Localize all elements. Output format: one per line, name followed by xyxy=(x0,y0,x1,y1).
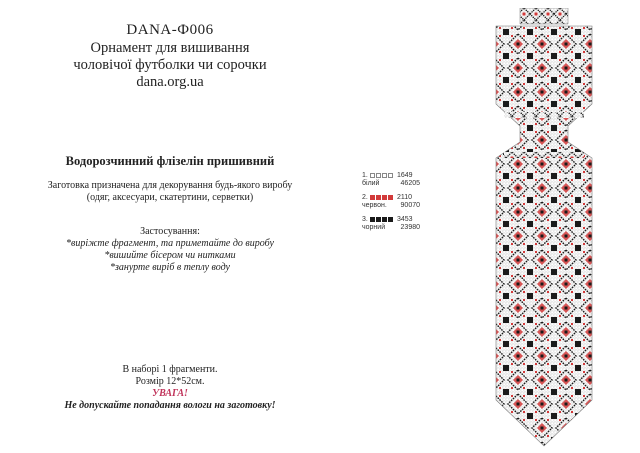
warning-label: УВАГА! xyxy=(152,388,188,399)
product-code: DANA-Ф006 xyxy=(126,22,214,38)
subtitle-line-2: чоловічої футболки чи сорочки xyxy=(73,57,267,73)
embroidery-pattern xyxy=(482,8,606,448)
usage-item: *занурте виріб в теплу воду xyxy=(110,262,230,273)
material-title: Водорозчинний флізелін пришивний xyxy=(65,154,275,168)
legend-code-2: 90070 xyxy=(400,201,420,209)
description-line-2: (одяг, аксесуари, скатертини, серветки) xyxy=(86,192,254,203)
size-info: Розмір 12*52см. xyxy=(135,376,205,387)
legend-item-black xyxy=(362,216,420,231)
usage-item: *вишийте бісером чи нитками xyxy=(104,250,236,261)
legend-code-1: 1649 xyxy=(397,172,413,179)
description-line-1: Заготовка призначена для декорування будь-якого виробу xyxy=(47,180,293,191)
footer-block xyxy=(0,364,340,412)
legend-code-2: 23980 xyxy=(400,223,420,231)
color-legend xyxy=(362,172,420,238)
legend-name: чорний xyxy=(362,223,386,231)
legend-number: 1. xyxy=(362,172,368,179)
legend-swatch xyxy=(370,173,394,178)
usage-item: *виріжте фрагмент, та приметайте до виробу xyxy=(66,238,274,249)
usage-heading: Застосування: xyxy=(140,226,200,237)
usage-block xyxy=(0,226,340,274)
legend-item-white xyxy=(362,172,420,187)
site-url: dana.org.ua xyxy=(136,74,204,90)
warning-note: Не допускайте попадання вологи на заготовку! xyxy=(64,400,276,411)
legend-code-1: 3453 xyxy=(397,216,413,223)
subtitle-line-1: Орнамент для вишивання xyxy=(90,40,250,56)
description xyxy=(0,180,340,204)
product-subtitle xyxy=(0,40,340,91)
legend-swatch xyxy=(370,217,394,222)
legend-swatch xyxy=(370,195,394,200)
legend-item-red xyxy=(362,194,420,209)
legend-name: червон. xyxy=(362,201,387,209)
legend-number: 3. xyxy=(362,216,368,223)
legend-code-1: 2110 xyxy=(397,194,413,201)
set-count: В наборі 1 фрагменти. xyxy=(122,364,218,375)
legend-name: білий xyxy=(362,179,380,187)
legend-code-2: 46205 xyxy=(400,179,420,187)
legend-number: 2. xyxy=(362,194,368,201)
